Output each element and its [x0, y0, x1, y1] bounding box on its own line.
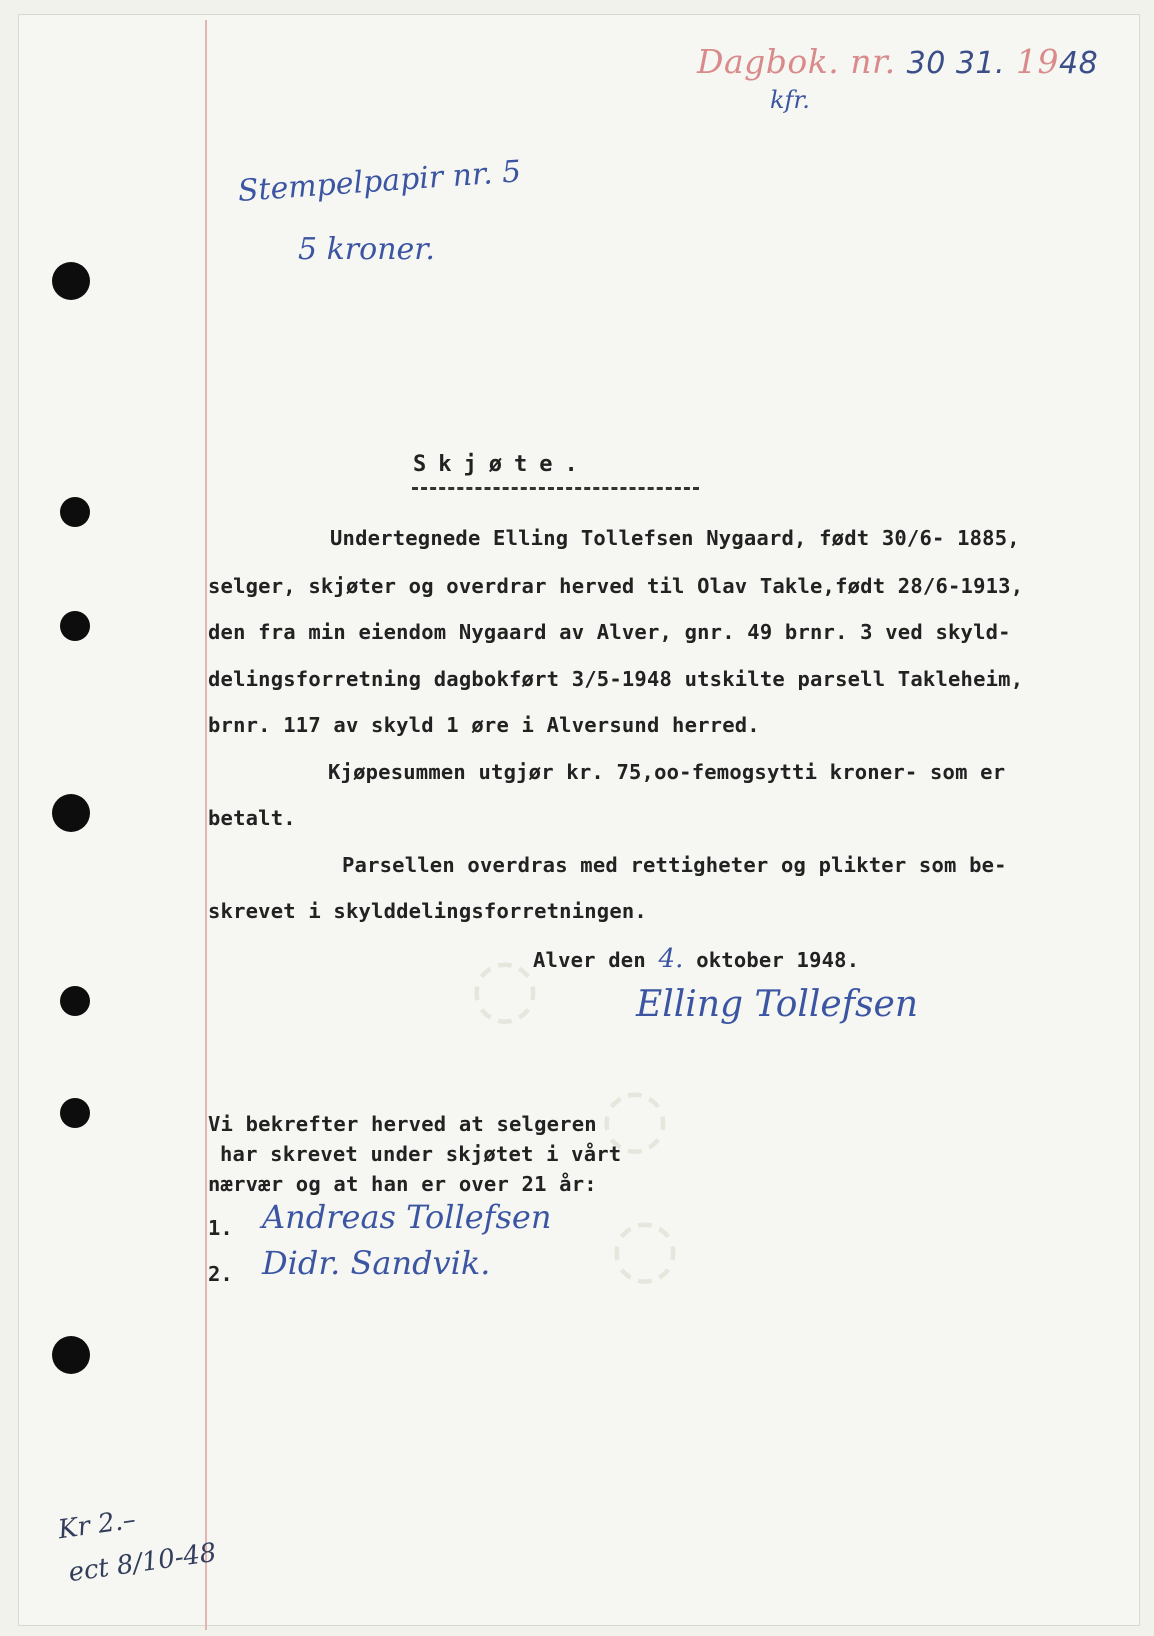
- document-sheet: [18, 14, 1140, 1626]
- date-prefix: Alver den: [533, 948, 646, 972]
- witness-signature-1: Andreas Tollefsen: [262, 1198, 552, 1236]
- punch-hole: [60, 1098, 90, 1128]
- date-day: 4.: [658, 944, 684, 974]
- witness-statement-line: nærvær og at han er over 21 år:: [208, 1172, 597, 1196]
- body-line: Parsellen overdras med rettigheter og plikter som be-: [342, 853, 1007, 877]
- stamp-initials: kfr.: [770, 86, 810, 114]
- document-title: Skjøte.: [413, 452, 590, 477]
- margin-line: [205, 20, 207, 1630]
- body-line: den fra min eiendom Nygaard av Alver, gnr. 49 brnr. 3 ved skyld-: [208, 620, 1011, 644]
- dagbok-number: 30 31.: [906, 46, 1006, 81]
- stamp-paper-line2: 5 kroner.: [298, 232, 435, 267]
- body-line: delingsforretning dagbokført 3/5-1948 utskilte parsell Takleheim,: [208, 667, 1024, 691]
- watermark-mark: ◌: [470, 940, 540, 1033]
- footer-note-line2: ect 8/10-48: [66, 1537, 219, 1589]
- date-suffix: oktober 1948.: [696, 948, 860, 972]
- punch-hole: [52, 262, 90, 300]
- dagbok-year-suffix: 48: [1059, 46, 1099, 81]
- body-line: skrevet i skylddelingsforretningen.: [208, 899, 647, 923]
- punch-hole: [52, 1336, 90, 1374]
- body-line: brnr. 117 av skyld 1 øre i Alversund herred.: [208, 713, 760, 737]
- dagbok-label: Dagbok. nr.: [697, 42, 896, 81]
- punch-hole: [60, 497, 90, 527]
- punch-hole: [60, 986, 90, 1016]
- dagbok-year-prefix: 19: [1016, 42, 1060, 81]
- footer-note-line1: Kr 2.–: [56, 1504, 138, 1546]
- body-line: betalt.: [208, 806, 296, 830]
- dagbok-stamp: [697, 42, 1098, 81]
- punch-hole: [60, 611, 90, 641]
- body-line: Kjøpesummen utgjør kr. 75,oo-femogsytti kroner- som er: [328, 760, 1006, 784]
- watermark-mark: ◌: [600, 1070, 670, 1163]
- title-underline: [412, 487, 699, 490]
- witness-signature-2: Didr. Sandvik.: [262, 1244, 491, 1282]
- witness-number: 2.: [208, 1262, 233, 1286]
- witness-statement-line: Vi bekrefter herved at selgeren: [208, 1112, 597, 1136]
- seller-signature: Elling Tollefsen: [636, 984, 919, 1025]
- body-line: selger, skjøter og overdrar herved til Olav Takle,født 28/6-1913,: [208, 574, 1024, 598]
- witness-statement-line: har skrevet under skjøtet i vårt: [220, 1142, 622, 1166]
- punch-hole: [52, 794, 90, 832]
- stamp-paper-line1: Stempelpapir nr. 5: [236, 154, 523, 209]
- witness-number: 1.: [208, 1216, 233, 1240]
- body-line: Undertegnede Elling Tollefsen Nygaard, født 30/6- 1885,: [330, 526, 1020, 550]
- date-line: [533, 944, 859, 974]
- watermark-mark: ◌: [610, 1200, 680, 1293]
